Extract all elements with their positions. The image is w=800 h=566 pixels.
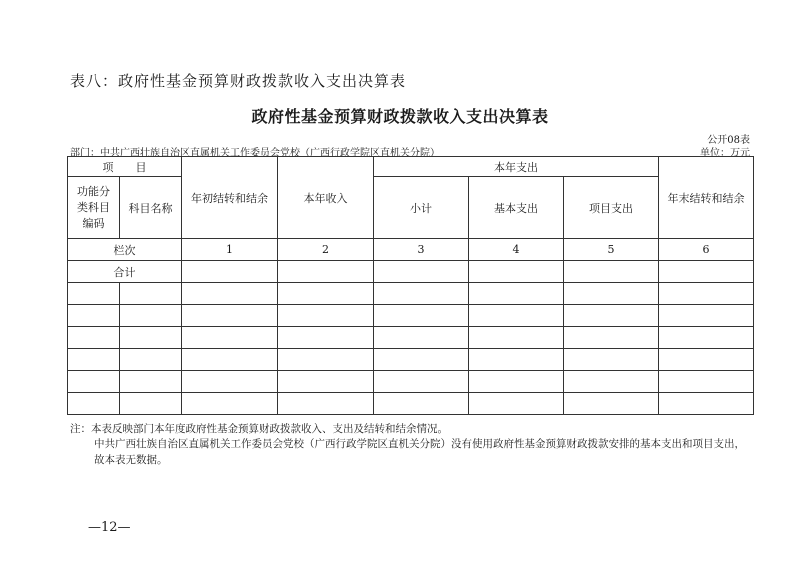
- table-cell: [278, 305, 374, 327]
- total-label: 合计: [68, 261, 182, 283]
- unit-label: 单位：万元: [700, 148, 750, 159]
- table-cell: [120, 283, 182, 305]
- table-cell: [278, 327, 374, 349]
- table-cell: [659, 283, 754, 305]
- table-cell: [564, 327, 659, 349]
- column-index-cell: 5: [564, 239, 659, 261]
- table-cell: [182, 283, 278, 305]
- table-cell: [120, 349, 182, 371]
- table-cell: [374, 305, 469, 327]
- table-cell: [68, 349, 120, 371]
- table-cell: [182, 305, 278, 327]
- table-cell: [278, 283, 374, 305]
- table-cell: [659, 261, 754, 283]
- table-cell: [469, 261, 564, 283]
- header-subtotal: 小计: [374, 177, 469, 239]
- header-row-2: [68, 177, 754, 179]
- table-cell: [374, 261, 469, 283]
- table-cell: [469, 305, 564, 327]
- column-index-cell: 1: [182, 239, 278, 261]
- table-cell: [469, 283, 564, 305]
- table-cell: [564, 371, 659, 393]
- table-cell: [68, 283, 120, 305]
- table-cell: [278, 371, 374, 393]
- table-cell: [469, 371, 564, 393]
- header-item: 项 目: [68, 157, 182, 177]
- header-project: 项目支出: [564, 177, 659, 239]
- header-income: 本年收入: [278, 157, 374, 239]
- table-cell: [68, 393, 120, 415]
- table-cell: [469, 349, 564, 371]
- table-cell: [564, 393, 659, 415]
- header-beginning-balance: 年初结转和结余: [182, 157, 278, 239]
- header-subject-name: 科目名称: [120, 177, 182, 239]
- column-index-label: 栏次: [68, 239, 182, 261]
- table-cell: [374, 349, 469, 371]
- table-row: [68, 305, 754, 327]
- table-row: [68, 371, 754, 393]
- table-cell: [68, 371, 120, 393]
- table-cell: [278, 261, 374, 283]
- section-heading: 表八：政府性基金预算财政拨款收入支出决算表: [70, 72, 407, 90]
- page-number: —12—: [88, 520, 131, 535]
- table-cell: [68, 305, 120, 327]
- table-cell: [659, 371, 754, 393]
- note-line-1: 注：本表反映部门本年度政府性基金预算财政拨款收入、支出及结转和结余情况。: [70, 423, 448, 435]
- column-index-cell: 6: [659, 239, 754, 261]
- table-cell: [120, 371, 182, 393]
- column-index-cell: 4: [469, 239, 564, 261]
- table-cell: [564, 283, 659, 305]
- table-row: [68, 393, 754, 415]
- table-cell: [659, 393, 754, 415]
- table-cell: [374, 371, 469, 393]
- table-cell: [68, 327, 120, 349]
- header-row-1: [68, 157, 754, 177]
- table-cell: [659, 305, 754, 327]
- note-line-2: 中共广西壮族自治区直属机关工作委员会党校（广西行政学院区直机关分院）没有使用政府性基金预算财政拨款安排的基本支出和项目支出，故本表无数据。: [94, 438, 745, 466]
- table-cell: [469, 393, 564, 415]
- header-ending-balance: 年末结转和结余: [659, 157, 754, 239]
- table-cell: [182, 371, 278, 393]
- table-cell: [182, 393, 278, 415]
- table-cell: [120, 305, 182, 327]
- table-cell: [564, 261, 659, 283]
- budget-table: [67, 156, 754, 415]
- form-code: 公开08表: [707, 135, 750, 146]
- table-cell: [374, 283, 469, 305]
- table-cell: [278, 349, 374, 371]
- table-cell: [564, 305, 659, 327]
- header-expenditure: 本年支出: [374, 157, 659, 177]
- table-row: [68, 327, 754, 349]
- table-cell: [659, 349, 754, 371]
- header-basic: 基本支出: [469, 177, 564, 239]
- table-cell: [469, 327, 564, 349]
- table-cell: [278, 393, 374, 415]
- column-index-cell: 2: [278, 239, 374, 261]
- table-cell: [182, 349, 278, 371]
- table-cell: [564, 349, 659, 371]
- table-cell: [182, 261, 278, 283]
- table-row: [68, 349, 754, 371]
- table-cell: [374, 393, 469, 415]
- table-cell: [120, 393, 182, 415]
- header-func-code: 功能分类科目编码: [68, 177, 120, 239]
- column-index-cell: 3: [374, 239, 469, 261]
- department-line: 部门：中共广西壮族自治区直属机关工作委员会党校（广西行政学院区直机关分院）: [70, 148, 440, 159]
- table-cell: [374, 327, 469, 349]
- column-index-row: [68, 239, 754, 261]
- table-cell: [659, 327, 754, 349]
- table-cell: [182, 327, 278, 349]
- table-cell: [120, 327, 182, 349]
- total-row: [68, 261, 754, 283]
- table-row: [68, 283, 754, 305]
- table-title: 政府性基金预算财政拨款收入支出决算表: [251, 107, 549, 126]
